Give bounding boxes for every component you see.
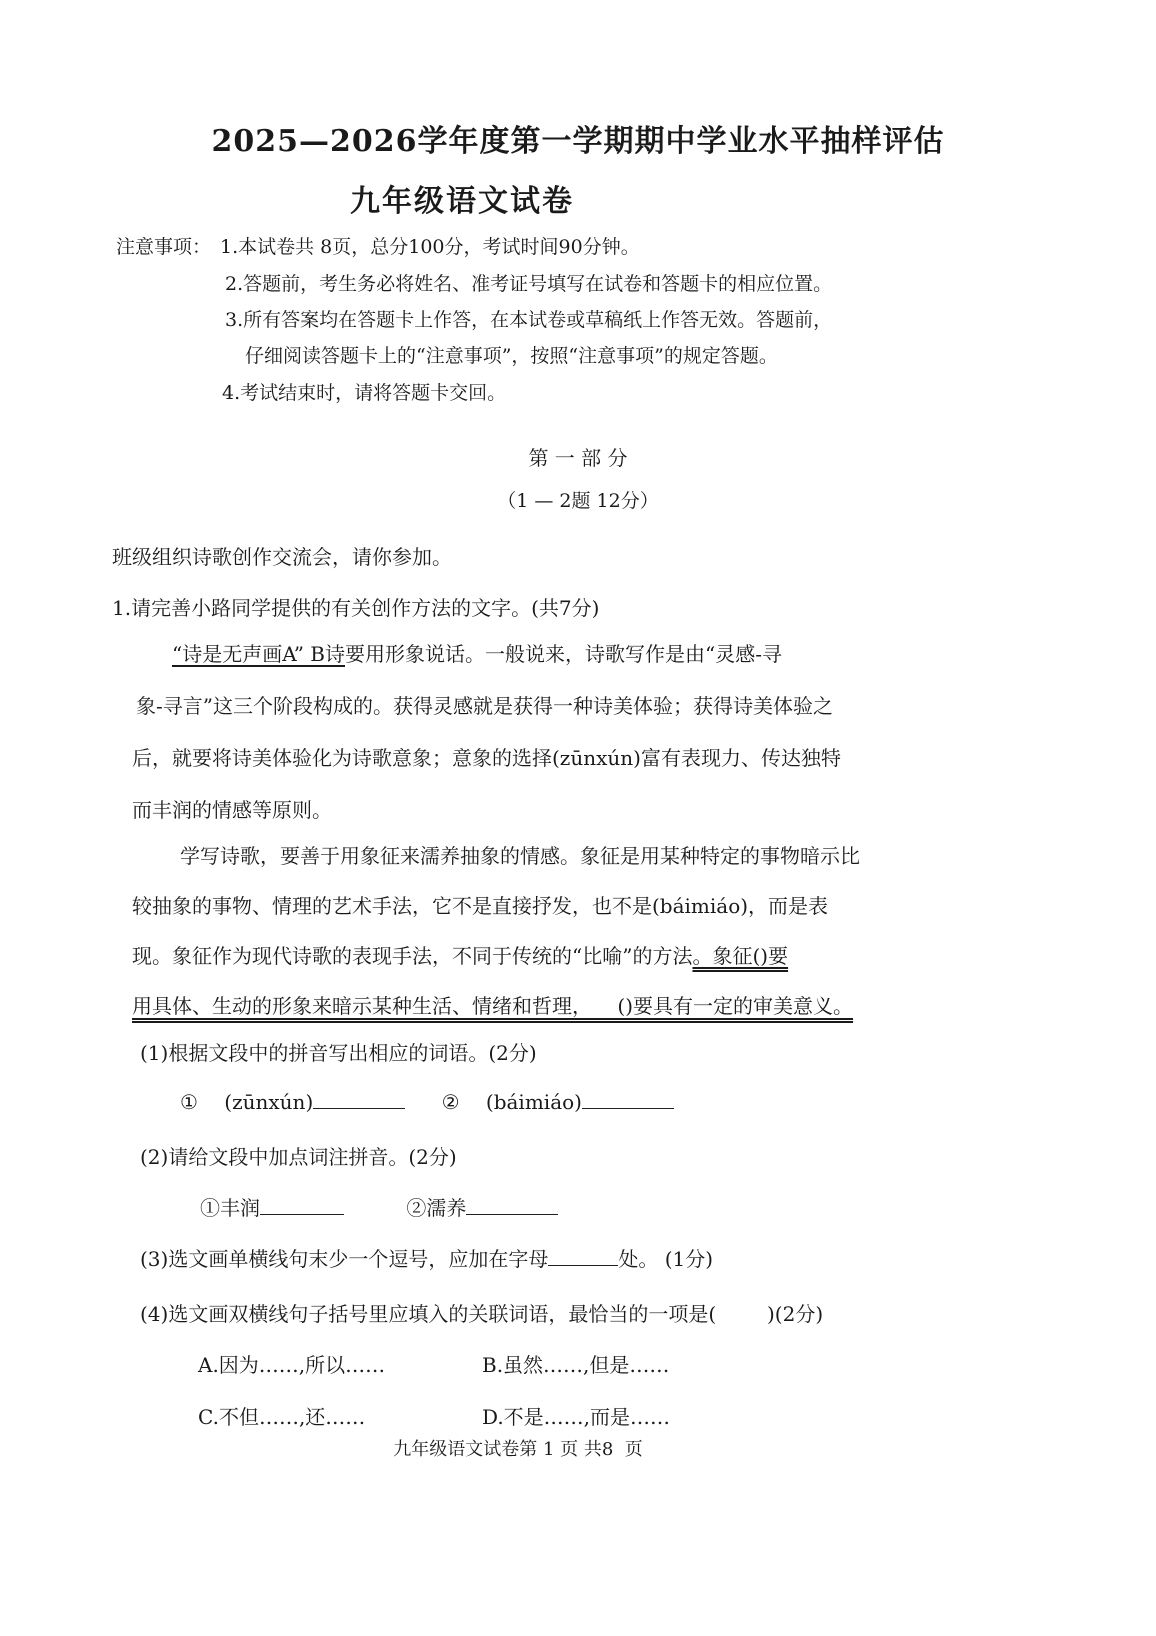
answer-3-blank[interactable] [548,1245,618,1266]
answer-1b-pinyin: (báimiáo) [485,1090,582,1114]
page-footer: 九年级语文试卷第 1 页 共8 页 [393,1439,643,1460]
exam-title: 2025—2026学年度第一学期期中学业水平抽样评估 [211,124,945,159]
answer-1a-num: ① [180,1090,198,1114]
passage-p1-line1 [172,638,782,667]
passage-p1-line: 而丰润的情感等原则。 [132,798,332,822]
passage-p2-line3 [132,940,922,969]
answer-1a-pinyin: (zūnxún) [224,1090,314,1114]
answer-1-row [180,1088,674,1114]
notes-label: 注意事项： [116,236,212,258]
sub-question-3-text-b: 处。 (1分) [618,1247,714,1271]
option-c[interactable]: C.不但……,还…… [198,1405,366,1429]
note-item: 3.所有答案均在答题卡上作答，在本试卷或草稿纸上作答无效。答题前， [225,309,833,331]
p1-rest: 要用形象说话。一般说来，诗歌写作是由“灵感-寻 [345,642,782,666]
note-item: 1.本试卷共 8页，总分100分，考试时间90分钟。 [220,236,640,258]
passage-p2-line: 学写诗歌，要善于用象征来濡养抽象的情感。象征是用某种特定的事物暗示比 [180,844,860,868]
passage-p2-line: 较抽象的事物、情理的艺术手法，它不是直接抒发，也不是(báimiáo)，而是表 [132,894,829,918]
p2-line3-plain: 现。象征作为现代诗歌的表现手法，不同于传统的“比喻”的方法 [132,944,693,968]
passage-p1-line: 象-寻言”这三个阶段构成的。获得灵感就是获得一种诗美体验；获得诗美体验之 [136,694,833,718]
note-item: 2.答题前，考生务必将姓名、准考证号填写在试卷和答题卡的相应位置。 [225,273,833,295]
sub-question-3-text-a: (3)选文画单横线句末少一个逗号，应加在字母 [140,1247,549,1271]
sub-question-4: (4)选文画双横线句子括号里应填入的关联词语，最恰当的一项是( )(2分) [140,1302,824,1326]
p1-underlined-head: “诗是无声画A” B诗 [172,642,346,666]
part-heading: 第 一 部 分 [528,446,628,470]
option-a[interactable]: A.因为……,所以…… [198,1353,386,1377]
passage-p2-line4-double-underlined: 用具体、生动的形象来暗示某种生活、情绪和哲理， ()要具有一定的审美意义。 [132,994,854,1018]
option-d[interactable]: D.不是……,而是…… [482,1405,671,1429]
option-b[interactable]: B.虽然……,但是…… [482,1353,670,1377]
answer-2-row [200,1192,558,1221]
p2-double-underline: 。象征()要 [692,944,789,968]
note-item: 仔细阅读答题卡上的“注意事项”，按照“注意事项”的规定答题。 [245,345,778,367]
answer-2a-word: ①丰润 [200,1196,260,1220]
part-range: （1 — 2题 12分） [497,490,659,512]
answer-1b-num: ② [441,1090,460,1114]
answer-2a-blank[interactable] [260,1194,344,1215]
sub-question-3 [140,1243,713,1272]
answer-2b-word: ②濡养 [406,1196,467,1220]
question-1-stem: 1.请完善小路同学提供的有关创作方法的文字。(共7分) [112,596,600,620]
answer-1a-blank[interactable] [313,1088,405,1109]
exam-subtitle: 九年级语文试卷 [350,184,574,219]
answer-1b-blank[interactable] [582,1088,674,1109]
sub-question-2: (2)请给文段中加点词注拼音。(2分) [140,1145,457,1169]
passage-p1-line: 后，就要将诗美体验化为诗歌意象；意象的选择(zūnxún)富有表现力、传达独特 [132,746,841,770]
note-item: 4.考试结束时，请将答题卡交回。 [222,382,507,404]
intro-text: 班级组织诗歌创作交流会，请你参加。 [112,545,452,569]
answer-2b-blank[interactable] [466,1194,558,1215]
sub-question-1: (1)根据文段中的拼音写出相应的词语。(2分) [140,1041,537,1065]
